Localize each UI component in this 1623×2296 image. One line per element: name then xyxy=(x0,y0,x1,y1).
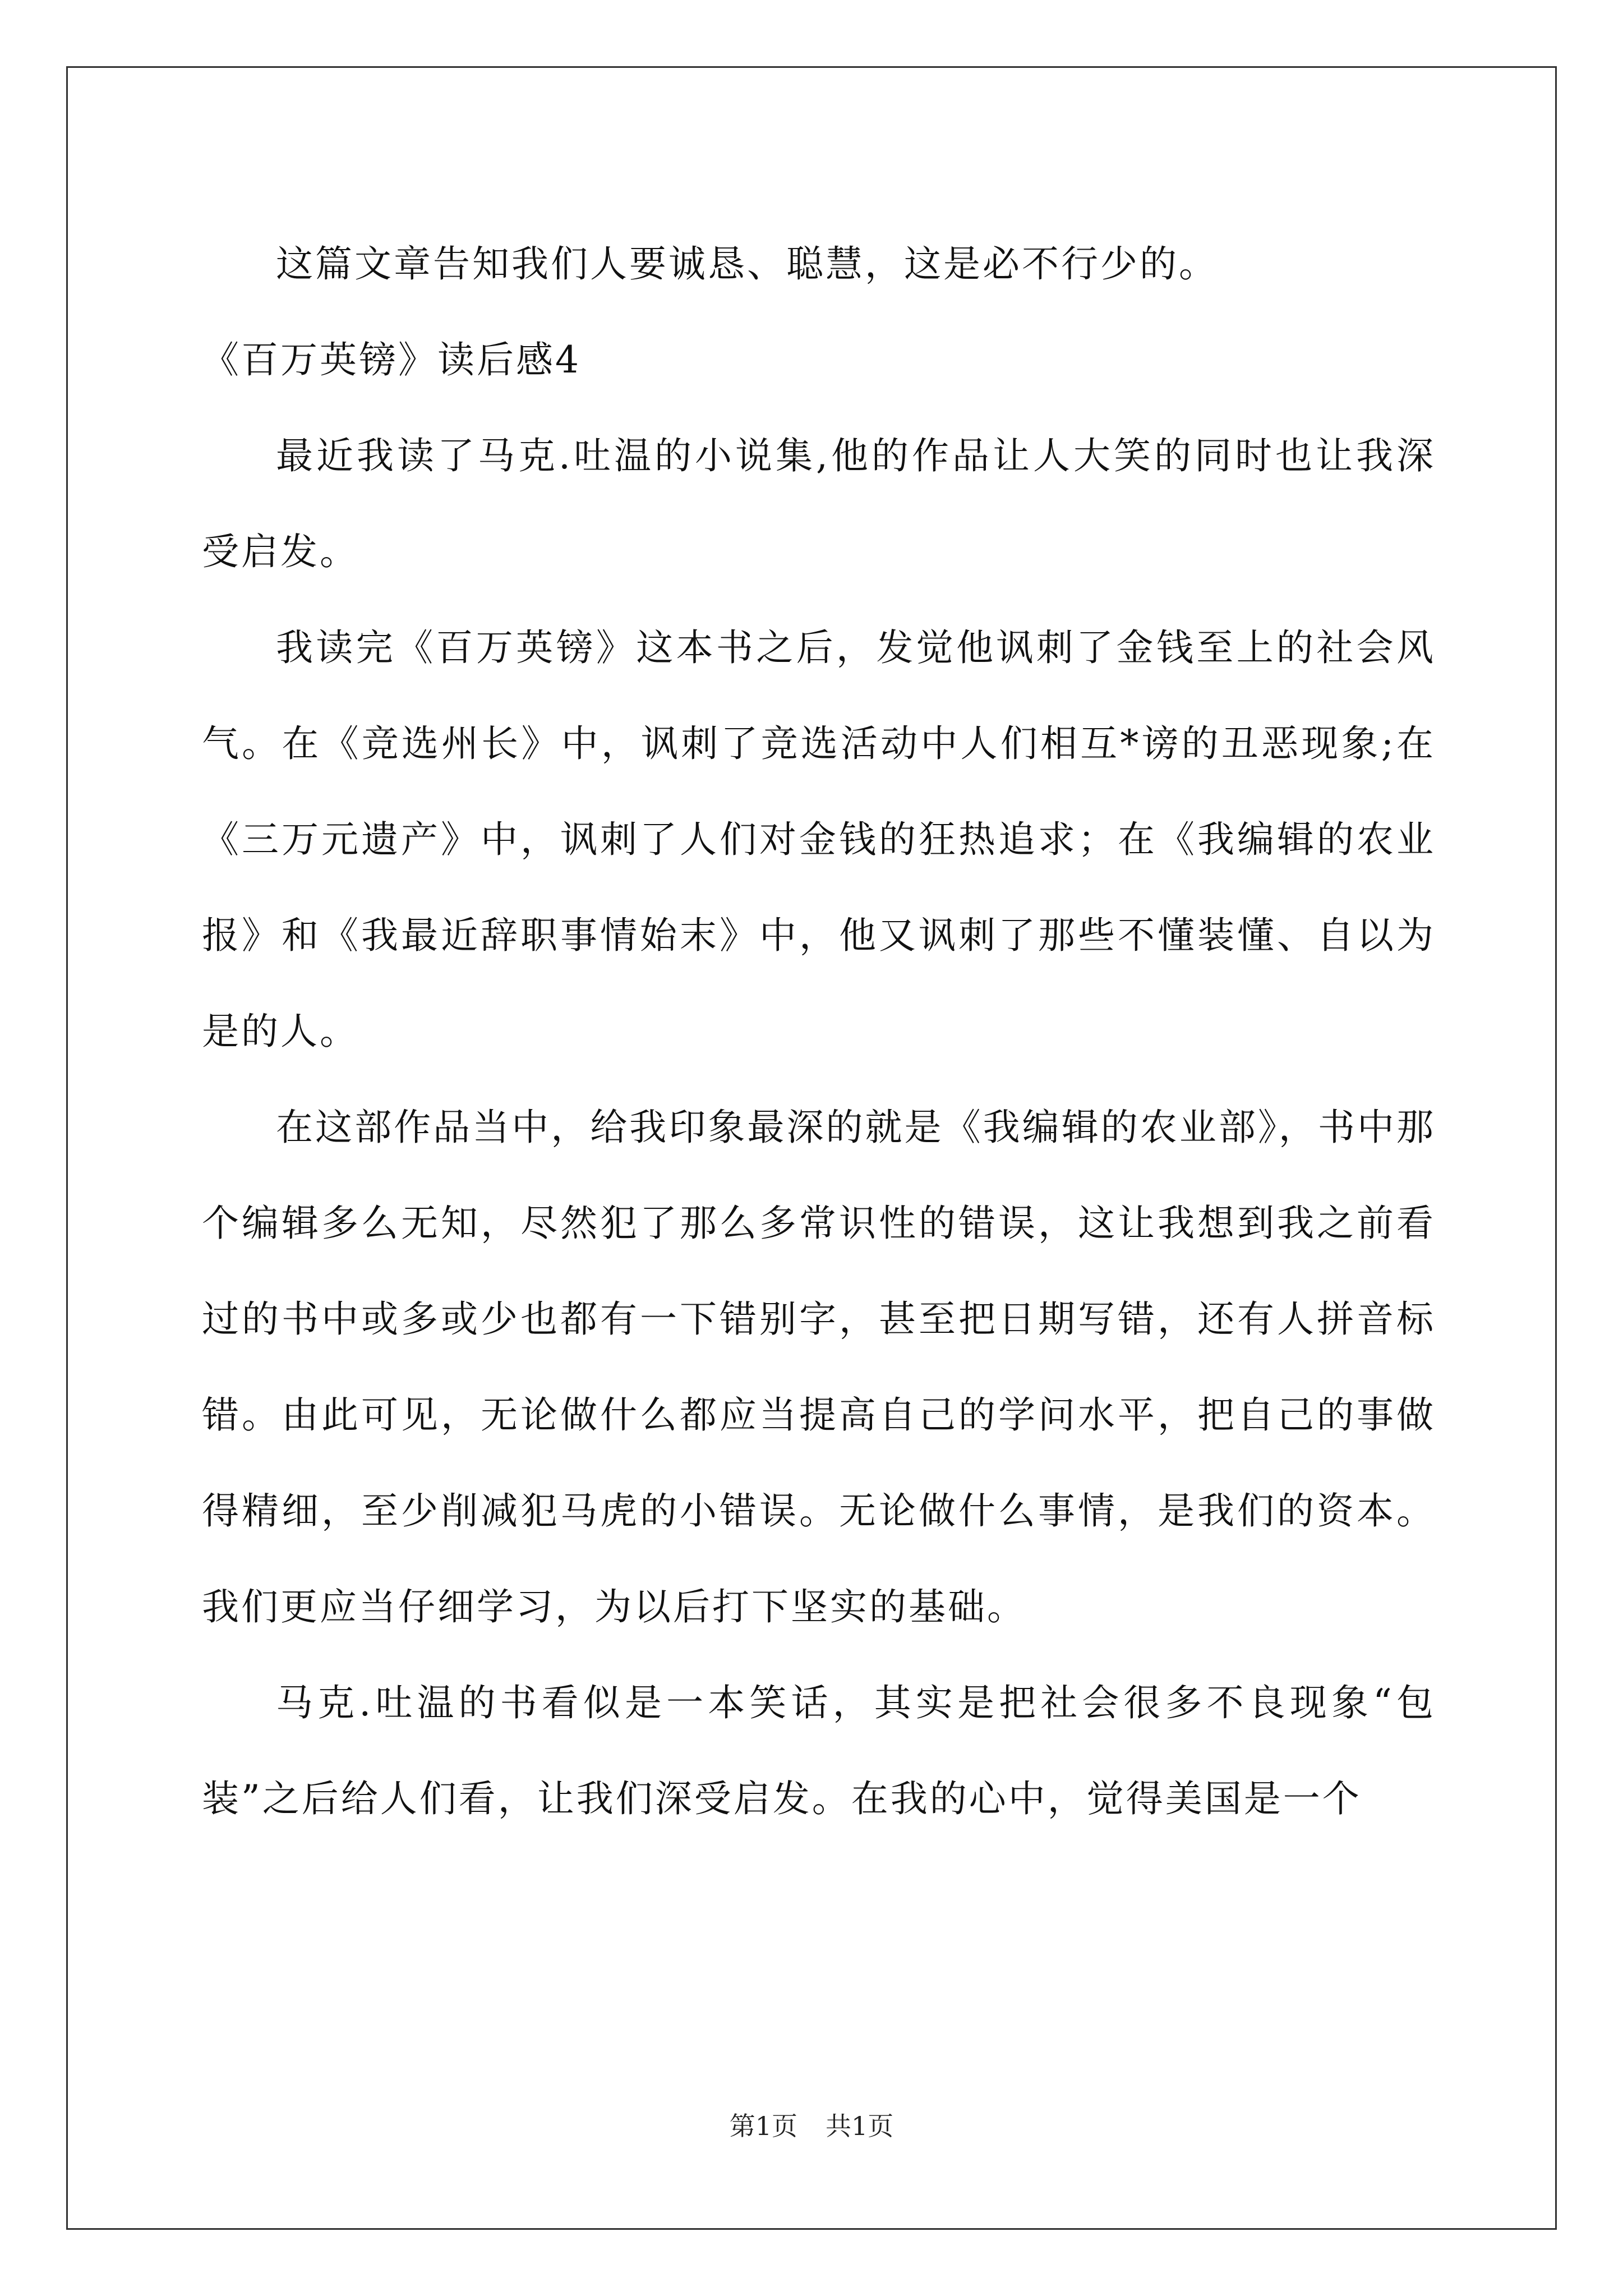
page-number: 第1页 xyxy=(729,2111,797,2141)
paragraph-3: 我读完《百万英镑》这本书之后，发觉他讽刺了金钱至上的社会风气。在《竞选州长》中，讽刺了竞选活动中人们相互*谤的丑恶现象;在《三万元遗产》中，讽刺了人们对金钱的狂热追求；在《我编辑的农业报》和《我最近辞职事情始末》中，他又讽刺了那些不懂装懂、自以为是的人。 xyxy=(202,626,1436,1053)
paragraph-1: 这篇文章告知我们人要诚恳、聪慧，这是必不行少的。 xyxy=(276,242,1218,286)
document-body xyxy=(202,216,1436,1847)
section-heading: 《百万英镑》读后感4 xyxy=(202,338,581,381)
paragraph-5: 马克.吐温的书看似是一本笑话，其实是把社会很多不良现象“包装”之后给人们看，让我们深受启发。在我的心中，觉得美国是一个 xyxy=(202,1681,1436,1820)
paragraph-4: 在这部作品当中，给我印象最深的就是《我编辑的农业部》，书中那个编辑多么无知，尽然犯了那么多常识性的错误，这让我想到我之前看过的书中或多或少也都有一下错别字，甚至把日期写错，还有人拼音标错。由此可见，无论做什么都应当提高自己的学问水平，把自己的事做得精细，至少削减犯马虎的小错误。无论做什么事情，是我们的资本。我们更应当仔细学习，为以后打下坚实的基础。 xyxy=(202,1106,1436,1628)
page-footer xyxy=(0,2110,1623,2142)
page-total: 共1页 xyxy=(826,2111,894,2141)
paragraph-2: 最近我读了马克.吐温的小说集,他的作品让人大笑的同时也让我深受启发。 xyxy=(202,434,1436,573)
